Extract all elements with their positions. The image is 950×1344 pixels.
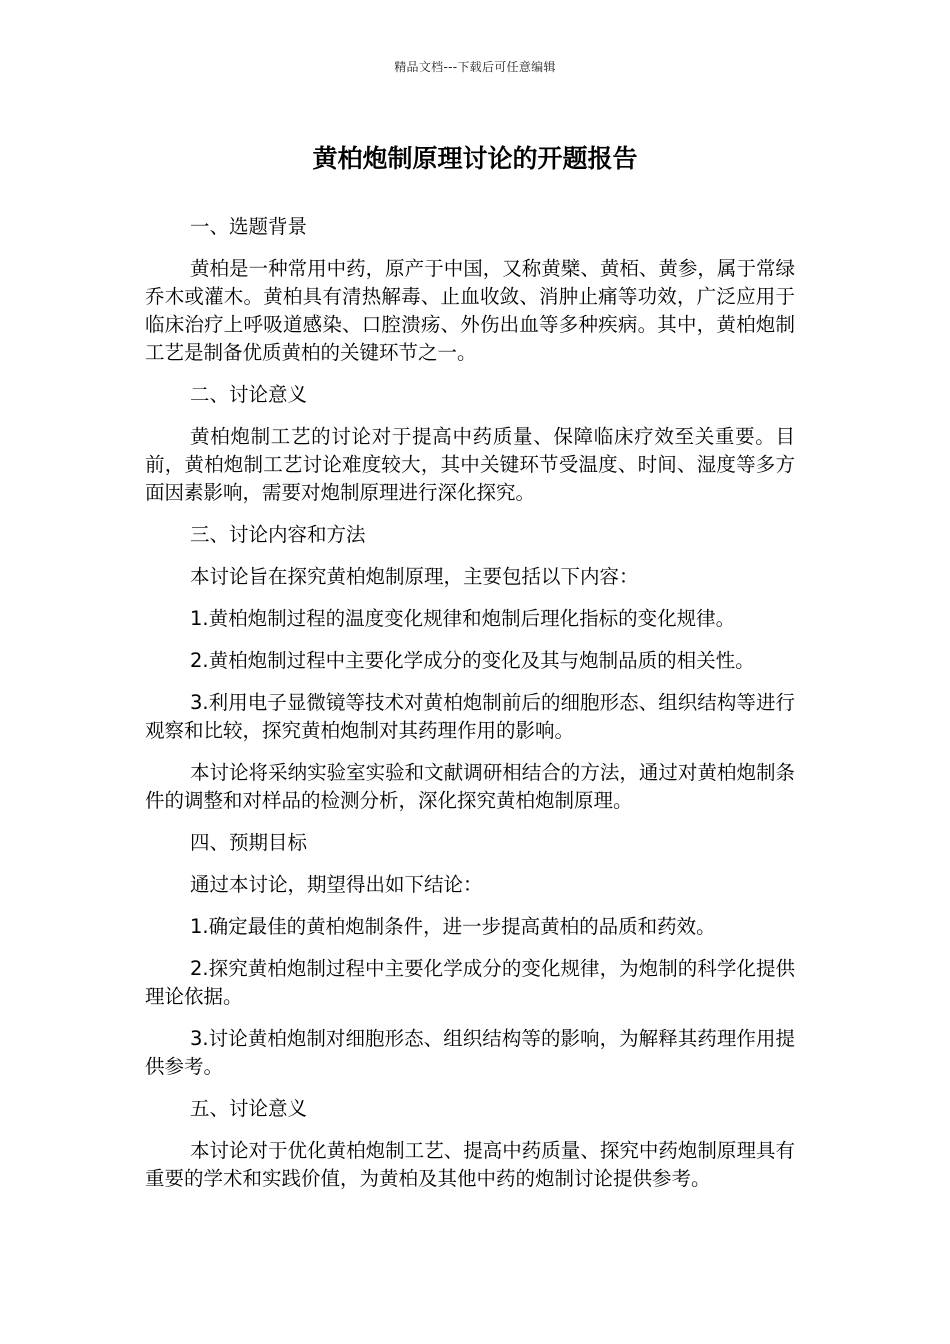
paragraph-content-intro: 本讨论旨在探究黄柏炮制原理，主要包括以下内容： xyxy=(190,565,639,588)
section-heading-value: 五、讨论意义 xyxy=(190,1097,308,1120)
document-body xyxy=(145,213,795,1207)
list-item-content-1: 1.黄柏炮制过程的温度变化规律和炮制后理化指标的变化规律。 xyxy=(190,607,736,630)
section-heading-significance: 二、讨论意义 xyxy=(190,383,308,406)
section-heading-goals: 四、预期目标 xyxy=(190,831,308,854)
list-item-goal-1: 1.确定最佳的黄柏炮制条件，进一步提高黄柏的品质和药效。 xyxy=(190,915,716,938)
paragraph-background: 黄柏是一种常用中药，原产于中国，又称黄檗、黄栢、黄参，属于常绿乔木或灌木。黄柏具有清热解毒、止血收敛、消肿止痛等功效，广泛应用于临床治疗上呼吸道感染、口腔溃疡、外伤出血等多种疾病。其中，黄柏炮制工艺是制备优质黄柏的关键环节之一。 xyxy=(145,257,795,364)
section-heading-content-methods: 三、讨论内容和方法 xyxy=(190,523,366,546)
paragraph-significance: 黄柏炮制工艺的讨论对于提高中药质量、保障临床疗效至关重要。目前，黄柏炮制工艺讨论难度较大，其中关键环节受温度、时间、湿度等多方面因素影响，需要对炮制原理进行深化探究。 xyxy=(145,425,795,504)
list-item-goal-2: 2.探究黄柏炮制过程中主要化学成分的变化规律，为炮制的科学化提供理论依据。 xyxy=(145,957,795,1008)
paragraph-methods: 本讨论将采纳实验室实验和文献调研相结合的方法，通过对黄柏炮制条件的调整和对样品的检测分析，深化探究黄柏炮制原理。 xyxy=(145,761,795,812)
paragraph-value: 本讨论对于优化黄柏炮制工艺、提高中药质量、探究中药炮制原理具有重要的学术和实践价值，为黄柏及其他中药的炮制讨论提供参考。 xyxy=(145,1139,795,1190)
page-header: 精品文档---下载后可任意编辑 xyxy=(394,60,556,74)
document-title: 黄柏炮制原理讨论的开题报告 xyxy=(312,144,638,173)
paragraph-goals-intro: 通过本讨论，期望得出如下结论： xyxy=(190,873,483,896)
list-item-goal-3: 3.讨论黄柏炮制对细胞形态、组织结构等的影响，为解释其药理作用提供参考。 xyxy=(145,1027,795,1078)
list-item-content-3: 3.利用电子显微镜等技术对黄柏炮制前后的细胞形态、组织结构等进行观察和比较，探究黄柏炮制对其药理作用的影响。 xyxy=(145,691,795,742)
list-item-content-2: 2.黄柏炮制过程中主要化学成分的变化及其与炮制品质的相关性。 xyxy=(190,649,755,672)
section-heading-background: 一、选题背景 xyxy=(190,215,308,238)
